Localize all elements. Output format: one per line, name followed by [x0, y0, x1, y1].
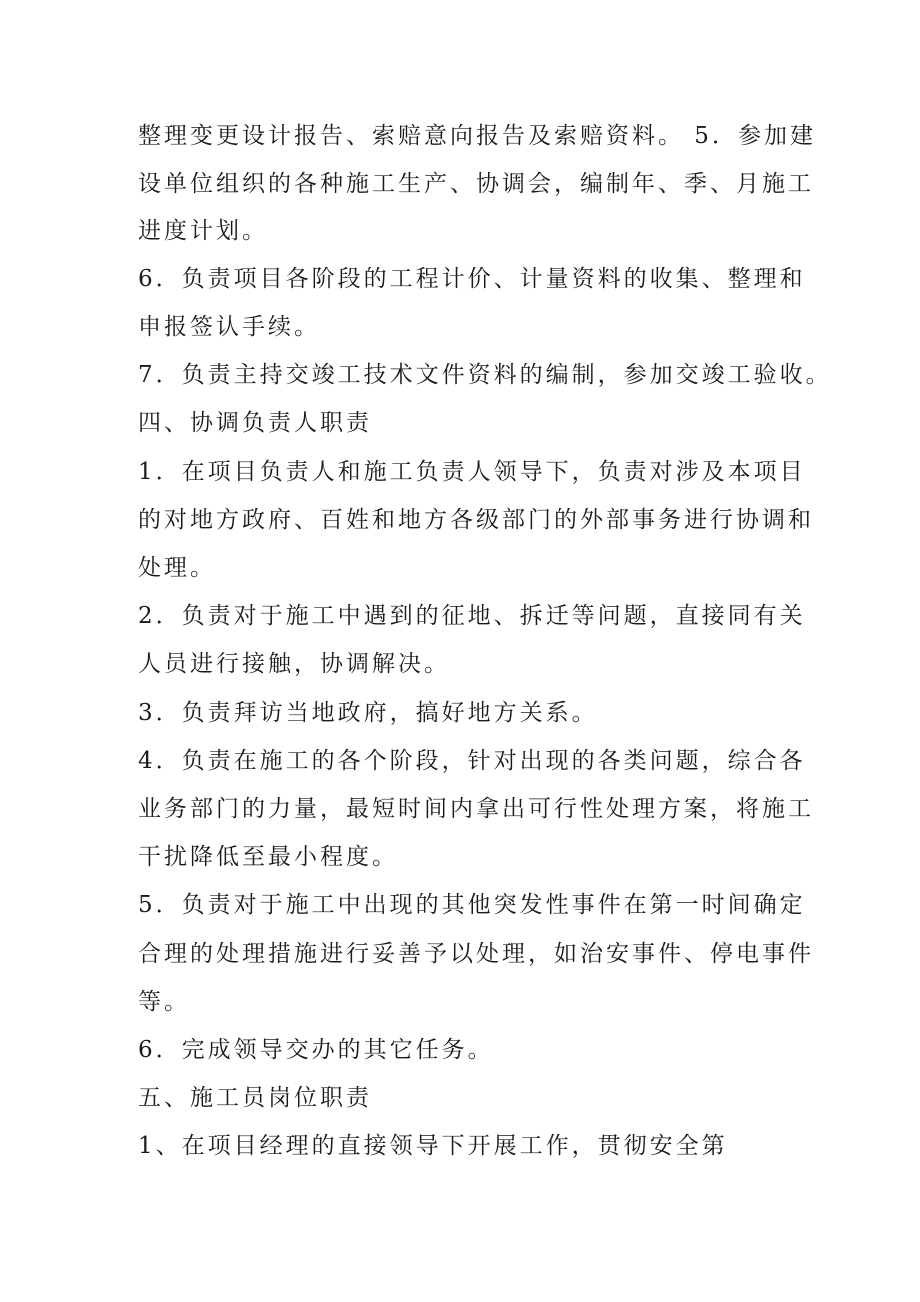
text-line: 2．负责对于施工中遇到的征地、拆迁等问题，直接同有关 — [138, 603, 806, 629]
text-line: 进度计划。 — [138, 218, 268, 244]
text-line: 3．负责拜访当地政府，搞好地方关系。 — [138, 700, 598, 726]
text-line: 7．负责主持交竣工技术文件资料的编制，参加交竣工验收。 — [138, 362, 832, 388]
section-heading: 四、协调负责人职责 — [138, 410, 372, 436]
text-line: 合理的处理措施进行妥善予以处理，如治安事件、停电事件 — [138, 941, 814, 967]
text-line: 4．负责在施工的各个阶段，针对出现的各类问题，综合各 — [138, 748, 806, 774]
text-line: 申报签认手续。 — [138, 314, 320, 340]
text-line: 业务部门的力量，最短时间内拿出可行性处理方案，将施工 — [138, 796, 814, 822]
text-line: 6．完成领导交办的其它任务。 — [138, 1037, 494, 1063]
section-heading: 五、施工员岗位职责 — [138, 1085, 372, 1111]
text-line: 6．负责项目各阶段的工程计价、计量资料的收集、整理和 — [138, 266, 806, 292]
text-line: 整理变更设计报告、索赔意向报告及索赔资料。 5．参加建 — [138, 123, 816, 149]
text-line: 干扰降低至最小程度。 — [138, 844, 398, 870]
text-line: 处理。 — [138, 555, 216, 581]
text-line: 等。 — [138, 989, 190, 1015]
text-line: 设单位组织的各种施工生产、协调会，编制年、季、月施工 — [138, 171, 814, 197]
text-line: 人员进行接触，协调解决。 — [138, 651, 450, 677]
text-line: 的对地方政府、百姓和地方各级部门的外部事务进行协调和 — [138, 507, 814, 533]
text-line: 1、在项目经理的直接领导下开展工作，贯彻安全第 — [138, 1133, 728, 1159]
text-line: 5．负责对于施工中出现的其他突发性事件在第一时间确定 — [138, 892, 806, 918]
text-line: 1．在项目负责人和施工负责人领导下，负责对涉及本项目 — [138, 459, 806, 485]
